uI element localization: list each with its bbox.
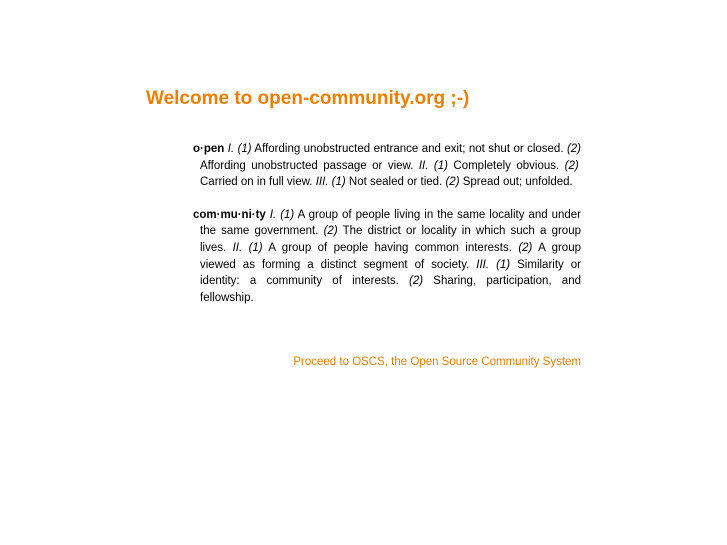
sense-number: I. (1) [269, 208, 295, 221]
sense-text: A group of people living in the same locality and under the same government. [200, 208, 581, 238]
page-title: Welcome to open-community.org ;-) [146, 88, 470, 109]
sense-text: Sharing, participation, and fellowship. [200, 275, 581, 304]
headword-open: o·pen [193, 143, 225, 155]
headword-community: com·mu·ni·ty [193, 208, 266, 221]
sense-text: Completely obvious. [447, 159, 565, 172]
sense-text: The district or locality in which such a group lives. [200, 225, 581, 254]
sense-text: A group viewed as forming a distinct segment of society. [200, 241, 581, 271]
sense-number: (2) [518, 241, 533, 254]
definition-open [193, 141, 581, 191]
sense-number: (2) [409, 275, 424, 288]
sense-number: (2) [323, 225, 338, 238]
sense-text: Affording unobstructed passage or view. [200, 159, 419, 172]
sense-number: II. (1) [232, 241, 263, 254]
definition-community [193, 207, 581, 307]
sense-number: III. (1) [476, 258, 511, 271]
proceed-container [193, 356, 581, 368]
sense-number: (2) [445, 176, 460, 189]
proceed-link[interactable]: Proceed to OSCS, the Open Source Community System [293, 356, 581, 368]
sense-number: I. (1) [227, 143, 252, 155]
sense-text: Spread out; unfolded. [459, 176, 573, 189]
sense-text: Carried on in full view. [200, 176, 316, 189]
sense-text: A group of people having common interests. [262, 241, 519, 254]
sense-number: II. (1) [418, 159, 448, 172]
sense-text: Affording unobstructed entrance and exit; not shut or closed. [251, 143, 567, 155]
sense-text: Not sealed or tied. [345, 176, 446, 189]
sense-number: III. (1) [315, 176, 346, 189]
definitions [193, 141, 581, 322]
sense-number: (2) [566, 143, 582, 155]
sense-number: (2) [564, 159, 579, 172]
sense-text: Similarity or identity: a community of interests. [200, 258, 582, 288]
